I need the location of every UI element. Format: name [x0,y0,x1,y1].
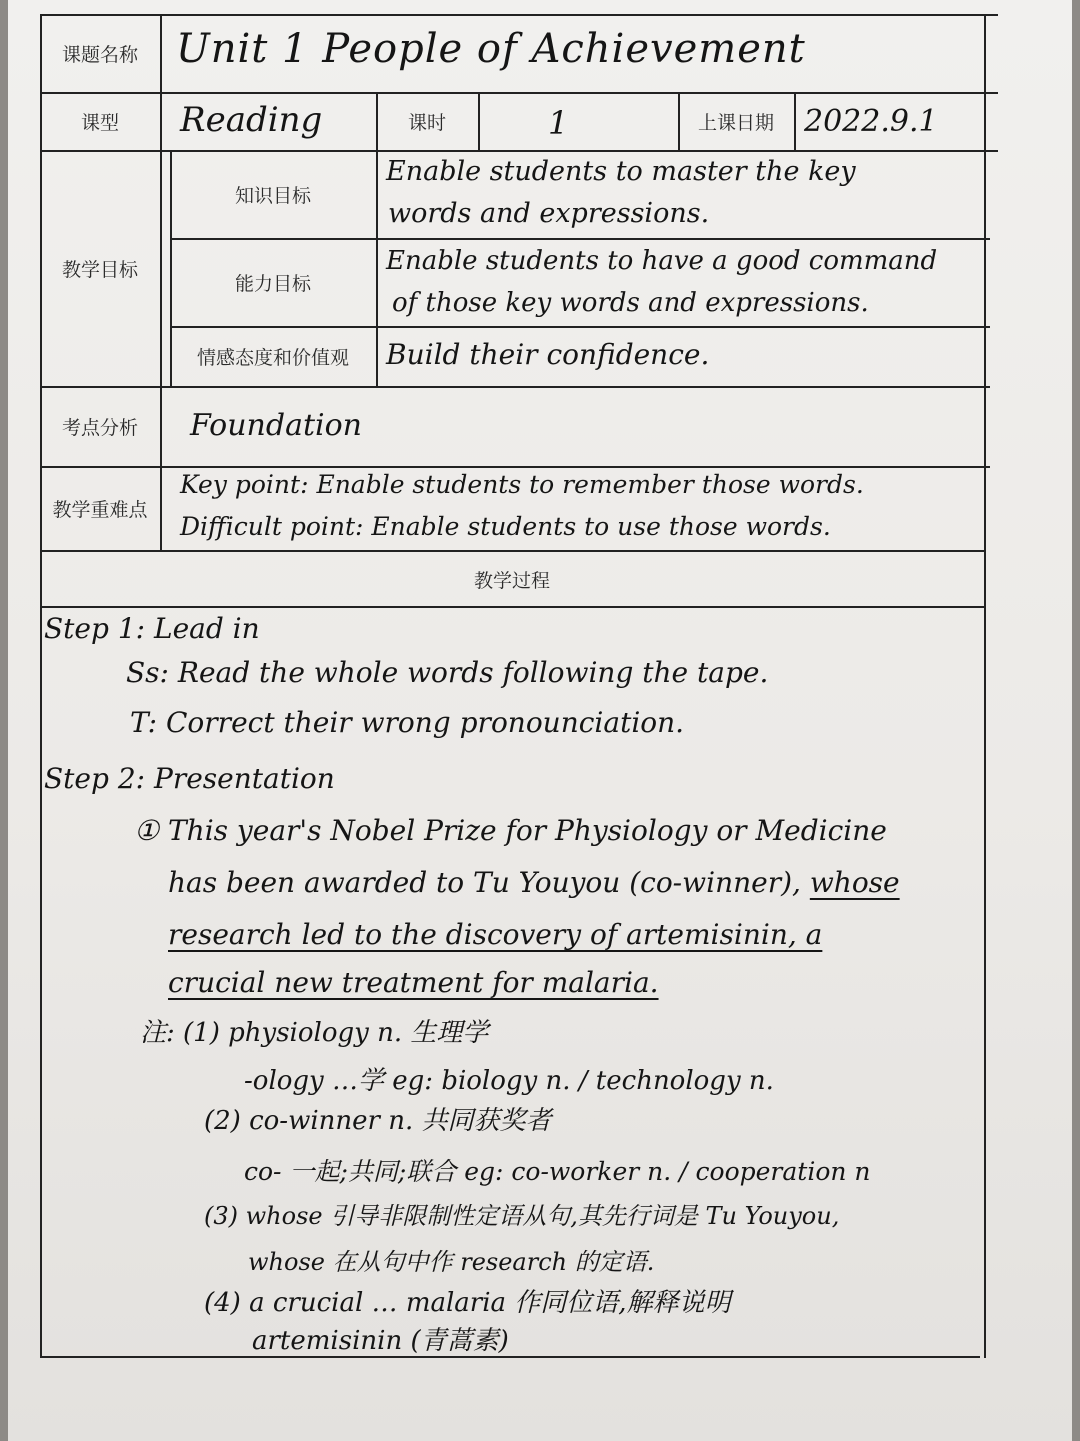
period-label: 课时 [407,111,446,134]
presentation-line-2 [168,866,900,899]
note-4: (4) a crucial … malaria 作同位语,解释说明 [204,1288,731,1318]
step1-heading: Step 1: Lead in [44,612,260,645]
rule-5 [40,386,990,388]
emotion-label: 情感态度和价值观 [196,346,349,369]
note-1: 注: (1) physiology n. 生理学 [140,1018,489,1048]
note-3-detail: whose 在从句中作 research 的定语. [248,1248,655,1276]
note-1-detail: -ology …学 eg: biology n. / technology n. [244,1066,774,1096]
course-name-label: 课题名称 [61,43,138,66]
ability-line-1: Enable students to have a good command [386,246,938,276]
key-point-text: Key point: Enable students to remember those words. [180,470,864,499]
knowledge-line-1: Enable students to master the key [386,156,856,187]
analysis-label: 考点分析 [61,416,138,439]
period-value: 1 [548,104,569,142]
ability-label: 能力目标 [234,272,311,295]
course-name-value: Unit 1 People of Achievement [176,26,806,72]
rule-period-col [478,92,480,150]
note-2-detail: co- 一起;共同;联合 eg: co-worker n. / cooperation n [244,1157,871,1186]
worksheet-page [8,0,1072,1441]
ability-line-2: of those key words and expressions. [392,288,869,318]
knowledge-label: 知识目标 [234,184,311,207]
rule-label-col [160,14,162,550]
step1-students: Ss: Read the whole words following the tape. [126,656,769,689]
rule-bottom [40,1356,980,1358]
rule-8 [40,606,984,608]
difficult-point-text: Difficult point: Enable students to use those words. [180,512,831,541]
date-label: 上课日期 [697,111,774,134]
rule-1 [40,92,998,94]
presentation-line-2-text: has been awarded to Tu Youyou (co-winner), [168,866,801,899]
presentation-line-3: research led to the discovery of artemisinin, a [168,918,823,951]
analysis-value: Foundation [190,408,363,443]
key-points-label: 教学重难点 [52,498,148,521]
rule-right [984,14,986,1358]
lesson-type-value: Reading [180,100,323,140]
note-3: (3) whose 引导非限制性定语从句,其先行词是 Tu Youyou, [204,1202,840,1230]
note-2: (2) co-winner n. 共同获奖者 [204,1106,552,1136]
presentation-whose: whose [809,866,900,899]
note-4-detail: artemisinin (青蒿素) [252,1326,509,1356]
rule-top [40,14,998,16]
lesson-type-label: 课型 [80,111,119,134]
process-label: 教学过程 [473,569,550,592]
emotion-value: Build their confidence. [386,338,710,371]
knowledge-line-2: words and expressions. [388,198,710,229]
date-value: 2022.9.1 [804,104,938,139]
rule-date-col [794,92,796,150]
presentation-line-1: ① This year's Nobel Prize for Physiology or Medicine [134,814,887,847]
objectives-label: 教学目标 [61,258,138,281]
step1-teacher: T: Correct their wrong pronounciation. [130,706,685,739]
presentation-line-4: crucial new treatment for malaria. [168,966,659,999]
step2-heading: Step 2: Presentation [44,762,335,795]
rule-6 [40,466,990,468]
